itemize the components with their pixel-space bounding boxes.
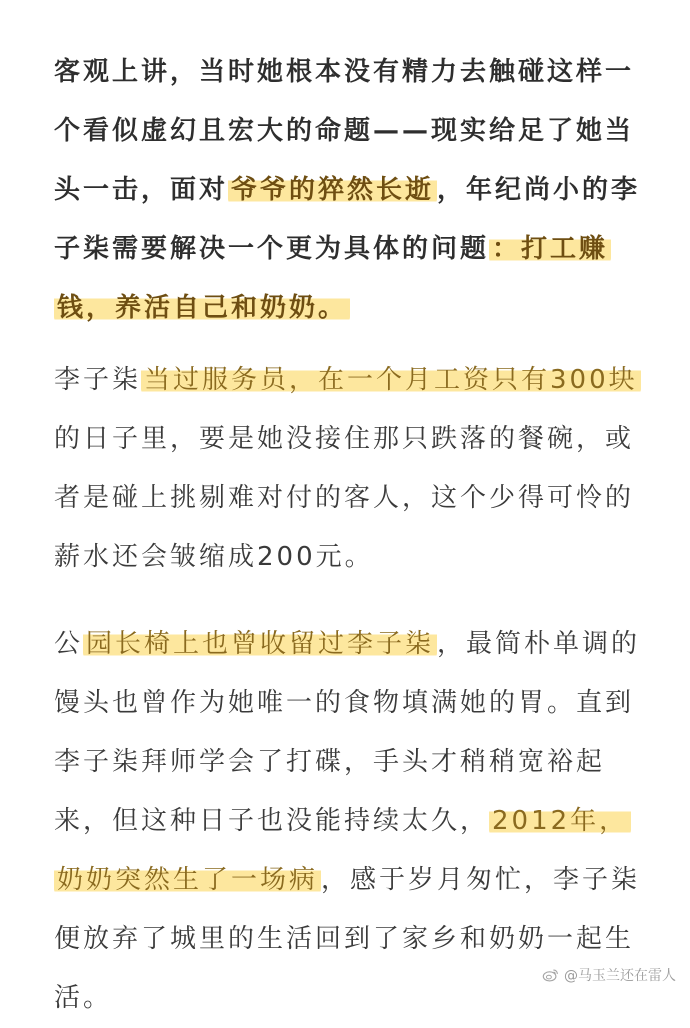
highlight-park-bench: 园长椅上也曾收留过李子柒 bbox=[83, 629, 437, 659]
highlight-grandfather-death: 爷爷的猝然长逝 bbox=[228, 175, 437, 205]
highlight-work-to-support: ：打工赚钱，养活自己和奶奶。 bbox=[54, 234, 611, 323]
weibo-watermark bbox=[542, 965, 676, 985]
text-segment: 李子柒 bbox=[54, 365, 142, 395]
text-segment: ，感于岁月匆忙，李子柒便放弃了城里的生活回到了家乡和奶奶一起生活。 bbox=[54, 865, 641, 1013]
text-segment: 公 bbox=[54, 629, 84, 659]
text-segment: 客观上讲，当时她根本没有精力去触碰这样一个看似虚幻且宏大的命题——现实给足了她当头一击，面对 bbox=[54, 57, 635, 205]
watermark-text: @马玉兰还在雷人 bbox=[564, 968, 676, 984]
highlight-waitress-salary: 当过服务员，在一个月工资只有300块 bbox=[141, 365, 641, 395]
text-segment: 的日子里，要是她没接住那只跌落的餐碗，或者是碰上挑剔难对付的客人，这个少得可怜的薪水还会皱缩成200元。 bbox=[54, 424, 635, 572]
text-segment: ，最简朴单调的馒头也曾作为她唯一的食物填满她的胃。直到李子柒拜师学会了打碟，手头才稍稍宽裕起来，但这种日子也没能持续太久， bbox=[54, 629, 641, 836]
weibo-icon bbox=[542, 968, 560, 982]
text-segment: ，年纪尚小的李子柒需要解决一个更为具体的问题 bbox=[54, 175, 641, 264]
paragraph-2 bbox=[54, 351, 654, 587]
paragraph-1 bbox=[54, 43, 654, 338]
highlight-grandmother-illness: 2012年，奶奶突然生了一场病 bbox=[54, 806, 631, 895]
